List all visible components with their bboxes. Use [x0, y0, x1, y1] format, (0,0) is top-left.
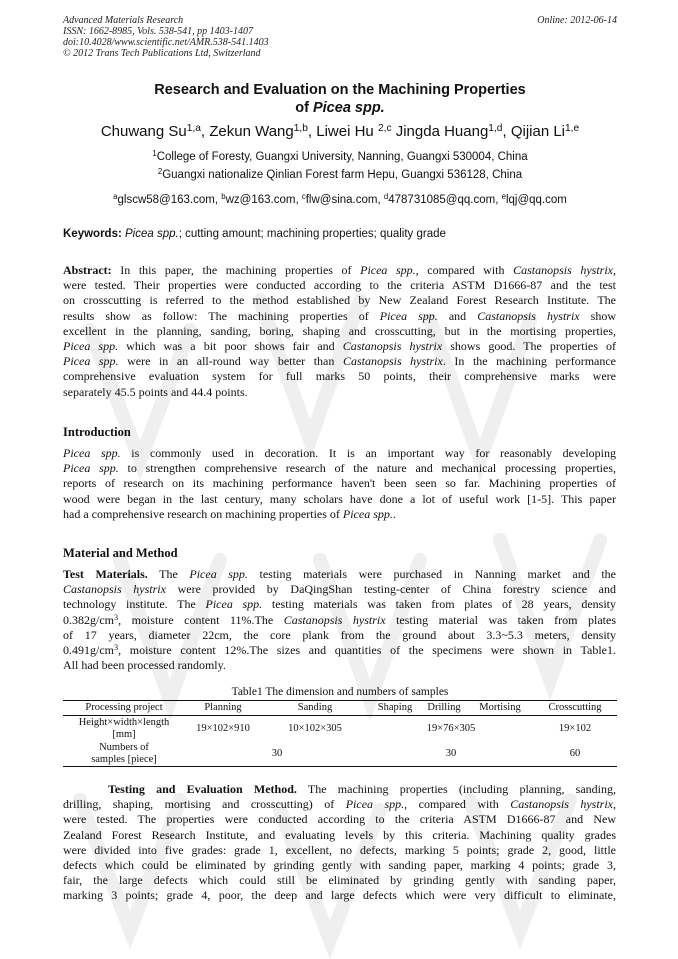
author-name: Chuwang Su	[100, 123, 187, 140]
testing-method-paragraph: Testing and Evaluation Method. The machining properties (including planning, sanding, drilling, shaping, mortising and crosscutting) of Picea spp., compared with Castanopsis hystrix, were tested. The properties were conducted according to the criteria ASTM D1666-87 and New Zealand Forest Research Institute, and evaluating levels by this criteria. Machining quality grades were divided into five grades: grade 1, excellent, no defects, marking 5 points; grade 2, good, little defects which could be eliminated by grinding gently with sanding paper, marking 4 points; grade 3, fair, the large defects which could still be eliminated by grinding gently with sanding paper, marking 3 points; grade 4, poor, the deep and large defects which were very difficult to eliminate,	[63, 782, 617, 903]
email: lqj@qq.com	[505, 194, 567, 206]
email: flw@sina.com	[305, 194, 378, 206]
testing-method-label: Testing and Evaluation Method.	[107, 782, 297, 796]
email-list: $^a$glscw58@163.com, $^b$wz@163.com, $^c$flw@sina.com, $^d$478731085@qq.com, $^e$lqj@qq.com	[113, 192, 567, 206]
journal-header	[63, 15, 619, 59]
table-cell: 30	[185, 741, 369, 767]
table-row	[63, 716, 617, 742]
author-name: Jingda Huang	[395, 123, 489, 140]
table-header-cell: Planning	[185, 701, 261, 716]
doi-line: doi:10.4028/www.scientific.net/AMR.538-541.1403	[63, 37, 269, 48]
title-line-1: Research and Evaluation on the Machining Properties	[154, 82, 526, 98]
table-header-cell: Shaping	[369, 701, 421, 716]
affiliation-1: $^1$College of Foresty, Guangxi University, Nanning, Guangxi 530004, China	[152, 149, 528, 163]
table-header-cell: Drilling	[421, 701, 467, 716]
samples-table	[63, 700, 617, 767]
introduction-heading: Introduction	[63, 425, 131, 439]
title-species: Picea spp.	[312, 100, 385, 116]
material-method-heading: Material and Method	[63, 546, 178, 560]
table-header-cell: Crosscutting	[533, 701, 617, 716]
journal-name: Advanced Materials Research	[63, 15, 184, 26]
table-cell: 19×76×305	[426, 722, 476, 734]
test-materials-label: Test Materials.	[63, 567, 148, 581]
abstract-paragraph: Abstract: In this paper, the machining properties of Picea spp., compared with Castanopsis hystrix, were tested. Their properties were conducted according to the criteria ASTM D1666-87 and the test on crosscutting is referred to the method established by New Zealand Forest Research Institute. The results show as follow: The machining properties of Picea spp. and Castanopsis hystrix show excellent in the planning, sanding, boring, shaping and crosscutting, but in the mortising properties, Picea spp. which was a bit poor shows fair and Castanopsis hystrix shows good. The properties of Picea spp. were in an all-round way better than Castanopsis hystrix. In the machining performance comprehensive evaluation system for full marks 50 points, their comprehensive marks were separately 45.5 points and 44.4 points.	[63, 263, 617, 399]
table-header-cell: Mortising	[467, 701, 533, 716]
table-cell: 19×102×910	[196, 722, 250, 734]
email: glscw58@163.com	[117, 194, 215, 206]
test-materials-paragraph: Test Materials. The Picea spp. testing materials were purchased in Nanning market and the Castanopsis hystrix were provided by DaQingShan testing-center of China forestry science and technology institute. The Picea spp. testing materials was taken from plates of 28 years, density $0.382g/cm^3$, moisture content 11%.The Castanopsis hystrix testing material was taken from plates of 17 years, diameter 22cm, the core plank from the ground about 3.3~5.3 meters, density $0.491g/cm^3$, moisture content 12%.The sizes and quantities of the specimens were shown in Table1. All had been processed randomly.	[63, 567, 616, 673]
author-list: Chuwang Su$^{1,a}$, Zekun Wang$^{1,b}$, Liwei Hu $^{2,c}$ Jingda Huang$^{1,d}$, Qijian Li$^{1,e}$	[100, 122, 580, 140]
table-header-cell: Processing project	[63, 701, 185, 716]
title-line-2: of Picea spp.	[295, 100, 385, 116]
introduction-paragraph: Picea spp. is commonly used in decoration. It is an important way for reasonably developing Picea spp. to strengthen comprehensive research of the nature and mechanical processing properties, reports of research on its machining performance haven't been seen so far. Machining properties of wood were began in the last century, many scholars have done a lot of useful work [1-5]. This paper had a comprehensive research on machining properties of Picea spp..	[63, 446, 617, 521]
table-header-cell: Sanding	[261, 701, 369, 716]
email: 478731085@qq.com	[388, 194, 496, 206]
keywords: Keywords: Picea spp.; cutting amount; machining properties; quality grade	[63, 228, 446, 240]
author-name: Qijian Li	[510, 123, 566, 140]
table-caption: Table1 The dimension and numbers of samples	[231, 686, 449, 698]
online-date: Online: 2012-06-14	[537, 15, 617, 26]
abstract-label: Abstract:	[63, 263, 112, 277]
author-name: Zekun Wang	[209, 123, 294, 140]
affiliation-2: $^2$Guangxi nationalize Qinlian Forest farm Hepu, Guangxi 536128, China	[157, 167, 523, 181]
table-cell: 10×102×305	[288, 722, 342, 734]
email: wz@163.com	[225, 194, 296, 206]
row-label: Height×width×length [mm]	[78, 717, 170, 740]
paper-title	[63, 81, 617, 117]
row-label: Numbers of samples [piece]	[63, 741, 185, 767]
table-header-row	[63, 701, 617, 716]
copyright-line: © 2012 Trans Tech Publications Ltd, Switzerland	[63, 48, 261, 59]
author-name: Liwei Hu	[316, 123, 374, 140]
table-cell: 19×102	[558, 722, 592, 734]
keywords-label: Keywords:	[63, 228, 122, 240]
issn-line: ISSN: 1662-8985, Vols. 538-541, pp 1403-1407	[63, 26, 253, 37]
table-row	[63, 741, 617, 767]
table-cell: 30	[369, 741, 533, 767]
table-cell: 60	[533, 741, 617, 767]
